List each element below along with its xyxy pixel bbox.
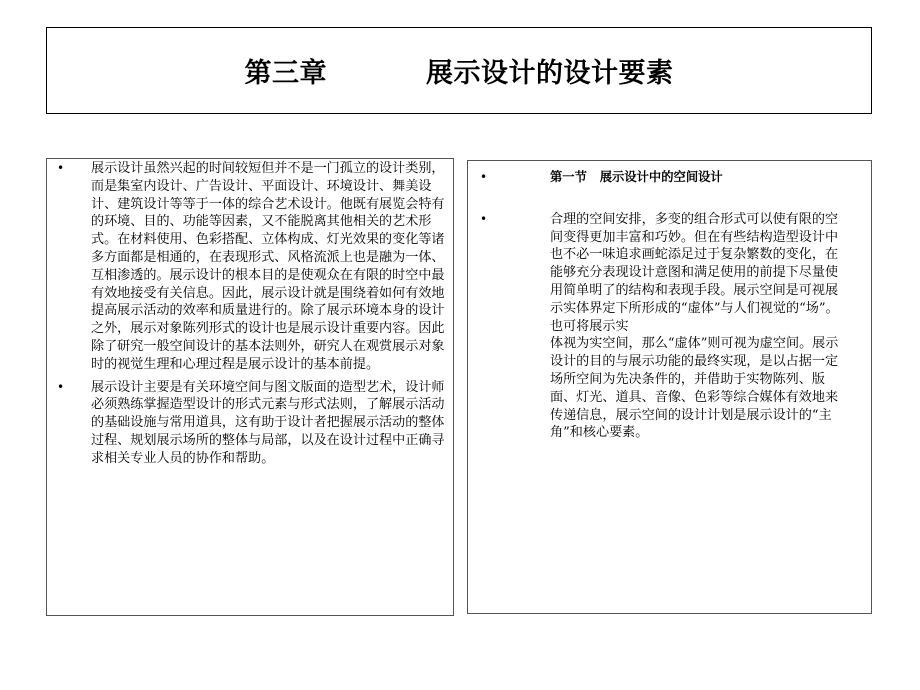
right-text-panel <box>467 160 872 614</box>
bullet-icon: • <box>57 161 65 175</box>
left-text-panel <box>46 158 454 616</box>
right-paragraph-line-1: 合理的空间安排，多变的组合形式可以使有限的空间变得更加丰富和巧妙。但在有些结构造型设计中也不必一味追求画蛇添足过于复杂繁数的变化，在能够充分表现设计意图和满足使用的前提下尽量使用简单明了的结构和表现手段。展示空间是可视展示实体界定下所形成的“虚体”与人们视觉的“场”。也可将展示实 <box>550 211 839 334</box>
right-paragraph-line-2: 体视为实空间，那么“虚体”则可视为虚空间。展示设计的目的与展示功能的最终实现，是以占据一定场所空间为先决条件的，并借助于实物陈列、版面、灯光、道具、音像、色彩等综合媒体有效地来传递信息，展示空间的设计计划是展示设计的“主角”和核心要素。 <box>550 336 839 441</box>
section-heading: 第一节 展示设计中的空间设计 <box>550 170 723 184</box>
left-paragraph-2: 展示设计主要是有关环境空间与图文版面的造型艺术，设计师必须熟练掌握造型设计的形式元素与形式法则，了解展示活动的基础设施与常用道具，这有助于设计者把握展示活动的整体过程、规划展示场所的整体与局部，以及在设计过程中正确寻求相关专业人员的协作和帮助。 <box>91 379 445 466</box>
title-frame <box>46 27 872 114</box>
bullet-icon: • <box>57 379 65 394</box>
right-bullet-item <box>468 169 871 187</box>
bullet-icon: • <box>480 211 488 226</box>
left-bullet-item <box>47 160 453 374</box>
right-bullet-item <box>468 211 871 442</box>
chapter-title: 第三章 展示设计的设计要素 <box>244 58 674 89</box>
left-bullet-item <box>47 379 453 468</box>
bullet-icon: • <box>480 170 488 184</box>
left-paragraph-1: 展示设计虽然兴起的时间较短但并不是一门孤立的设计类别，而是集室内设计、广告设计、平面设计、环境设计、舞美设计、建筑设计等等于一体的综合艺术设计。他既有展览会特有的环境、目的、功能等因素，又不能脱离其他相关的艺术形式。在材料使用、色彩搭配、立体构成、灯光效果的变化等诸多方面都是相通的，在表现形式、风格流派上也是融为一体、互相渗透的。展示设计的根本目的是使观众在有限的时空中最有效地接受有关信息。因此，展示设计就是围绕着如何有效地提高展示活动的效率和质量进行的。除了展示环境本身的设计之外，展示对象陈列形式的设计也是展示设计重要内容。因此除了研究一般空间设计的基本法则外，研究人在观赏展示对象时的视觉生理和心理过程是展示设计的基本前提。 <box>91 161 445 372</box>
